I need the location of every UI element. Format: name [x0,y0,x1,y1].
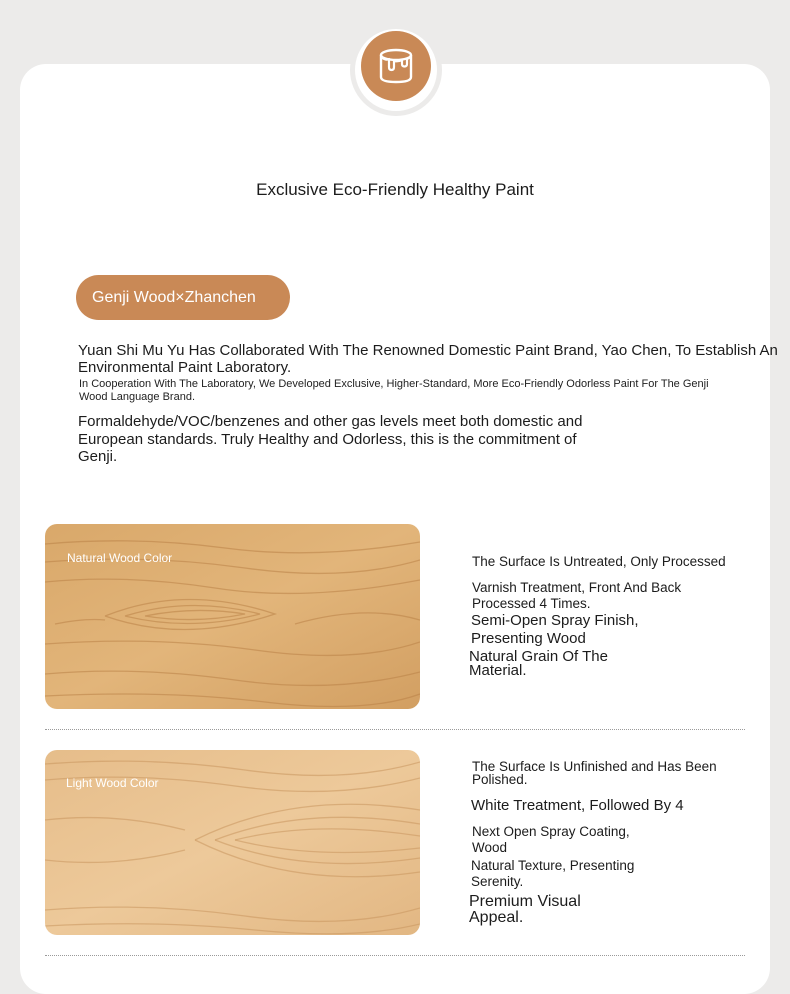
swatch-label: Natural Wood Color [67,551,173,565]
section-divider [45,955,745,956]
finish-line: The Surface Is Unfinished and Has Been Polished. [472,759,717,787]
standards-text: Formaldehyde/VOC/benzenes and other gas levels meet both domestic and European standards. Truly Healthy and Odorless, this is the commitment of Genji. [78,413,583,465]
finish-line: The Surface Is Untreated, Only Processed [472,554,726,569]
finish-line: Natural Grain Of The Material. [469,648,608,679]
collaboration-text: Yuan Shi Mu Yu Has Collaborated With The Renowned Domestic Paint Brand, Yao Chen, To Establish An Environmental Paint Laboratory. [78,342,778,376]
finish-line: Natural Texture, Presenting Serenity. [471,858,635,889]
section-divider [45,729,745,730]
finish-line: Premium Visual Appeal. [469,893,581,926]
brand-pill: Genji Wood×Zhanchen [76,275,290,320]
paint-bucket-icon [361,31,431,101]
natural-wood-swatch [45,524,420,709]
light-wood-swatch [45,750,420,935]
finish-line: Varnish Treatment, Front And Back Processed 4 Times. [472,580,682,611]
cooperation-text: In Cooperation With The Laboratory, We Developed Exclusive, Higher-Standard, More Eco-Friendly Odorless Paint For The Genji Wood Language Brand. [79,378,709,403]
finish-line: White Treatment, Followed By 4 [471,797,684,814]
finish-line: Semi-Open Spray Finish, Presenting Wood [471,612,639,647]
finish-line: Next Open Spray Coating, Wood [472,824,630,855]
swatch-label: Light Wood Color [66,776,159,790]
page-title: Exclusive Eco-Friendly Healthy Paint [256,180,534,199]
